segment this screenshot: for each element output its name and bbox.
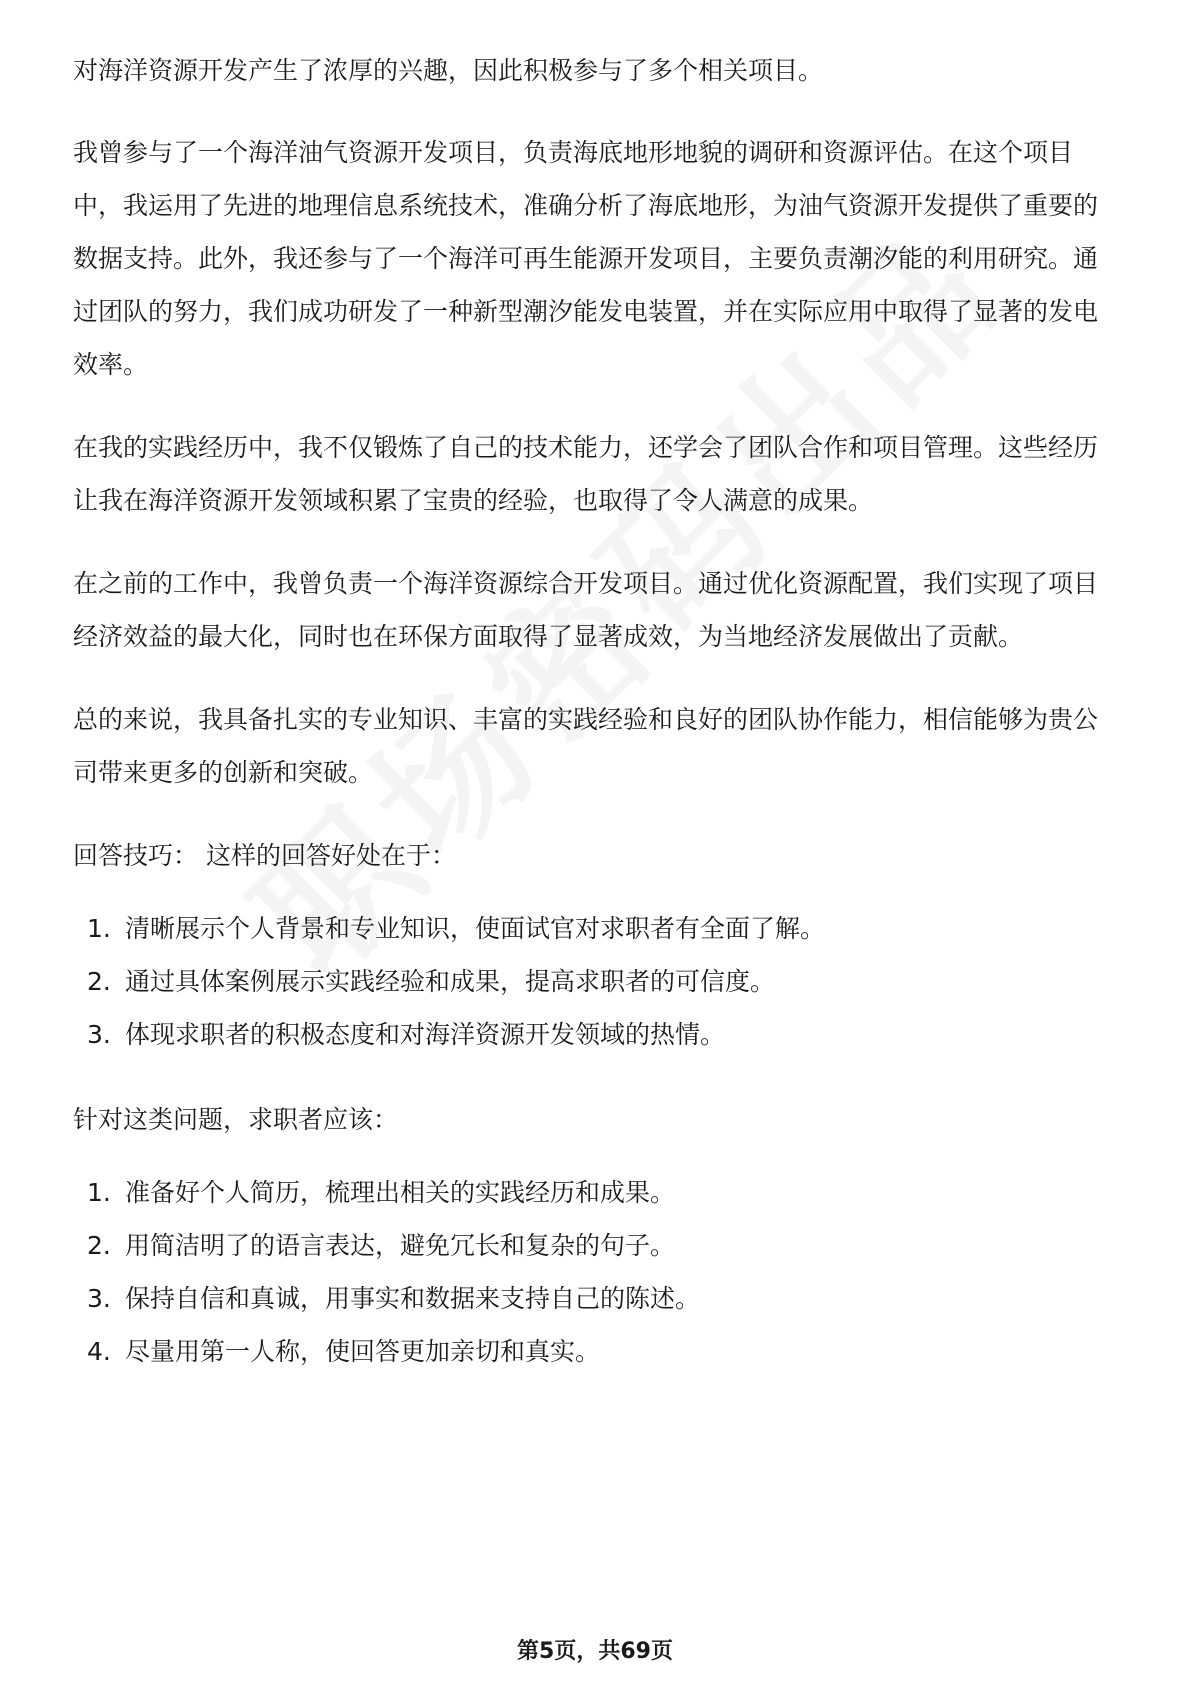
list-number: 2. [87, 1231, 111, 1260]
list-item [73, 955, 1118, 1008]
list-text: 体现求职者的积极态度和对海洋资源开发领域的热情。 [125, 1020, 726, 1049]
list-number: 1. [87, 1178, 111, 1207]
advice-list [73, 1166, 1118, 1378]
paragraph: 对海洋资源开发产生了浓厚的兴趣，因此积极参与了多个相关项目。 [73, 56, 824, 85]
page-number-footer: 第5页，共69页 [517, 1639, 673, 1664]
list-item [73, 1166, 1118, 1219]
paragraph: 总的来说，我具备扎实的专业知识、丰富的实践经验和良好的团队协作能力，相信能够为贵公司带来更多的创新和突破。 [73, 705, 1099, 787]
list-item [73, 902, 1118, 955]
list-text: 尽量用第一人称，使回答更加亲切和真实。 [125, 1337, 601, 1366]
list-number: 3. [87, 1284, 111, 1313]
tips-heading: 回答技巧： 这样的回答好处在于： [73, 841, 456, 870]
advice-heading: 针对这类问题，求职者应该： [73, 1105, 399, 1134]
list-item [73, 1008, 1118, 1061]
list-number: 2. [87, 967, 111, 996]
paragraph: 在我的实践经历中，我不仅锻炼了自己的技术能力，还学会了团队合作和项目管理。这些经历让我在海洋资源开发领域积累了宝贵的经验，也取得了令人满意的成果。 [73, 433, 1099, 515]
list-item [73, 1325, 1118, 1378]
list-text: 准备好个人简历，梳理出相关的实践经历和成果。 [125, 1178, 676, 1207]
list-item [73, 1272, 1118, 1325]
list-item [73, 1219, 1118, 1272]
list-text: 清晰展示个人背景和专业知识，使面试官对求职者有全面了解。 [125, 914, 826, 943]
list-number: 1. [87, 914, 111, 943]
tips-list [73, 902, 1118, 1061]
list-number: 4. [87, 1337, 111, 1366]
list-text: 通过具体案例展示实践经验和成果，提高求职者的可信度。 [125, 967, 776, 996]
list-text: 用简洁明了的语言表达，避免冗长和复杂的句子。 [125, 1231, 676, 1260]
list-text: 保持自信和真诚，用事实和数据来支持自己的陈述。 [125, 1284, 701, 1313]
list-number: 3. [87, 1020, 111, 1049]
paragraph: 在之前的工作中，我曾负责一个海洋资源综合开发项目。通过优化资源配置，我们实现了项目经济效益的最大化，同时也在环保方面取得了显著成效，为当地经济发展做出了贡献。 [73, 569, 1099, 651]
paragraph: 我曾参与了一个海洋油气资源开发项目，负责海底地形地貌的调研和资源评估。在这个项目中，我运用了先进的地理信息系统技术，准确分析了海底地形，为油气资源开发提供了重要的数据支持。此外，我还参与了一个海洋可再生能源开发项目，主要负责潮汐能的利用研究。通过团队的努力，我们成功研发了一种新型潮汐能发电装置，并在实际应用中取得了显著的发电效率。 [73, 138, 1099, 379]
document-body [73, 44, 1118, 1410]
